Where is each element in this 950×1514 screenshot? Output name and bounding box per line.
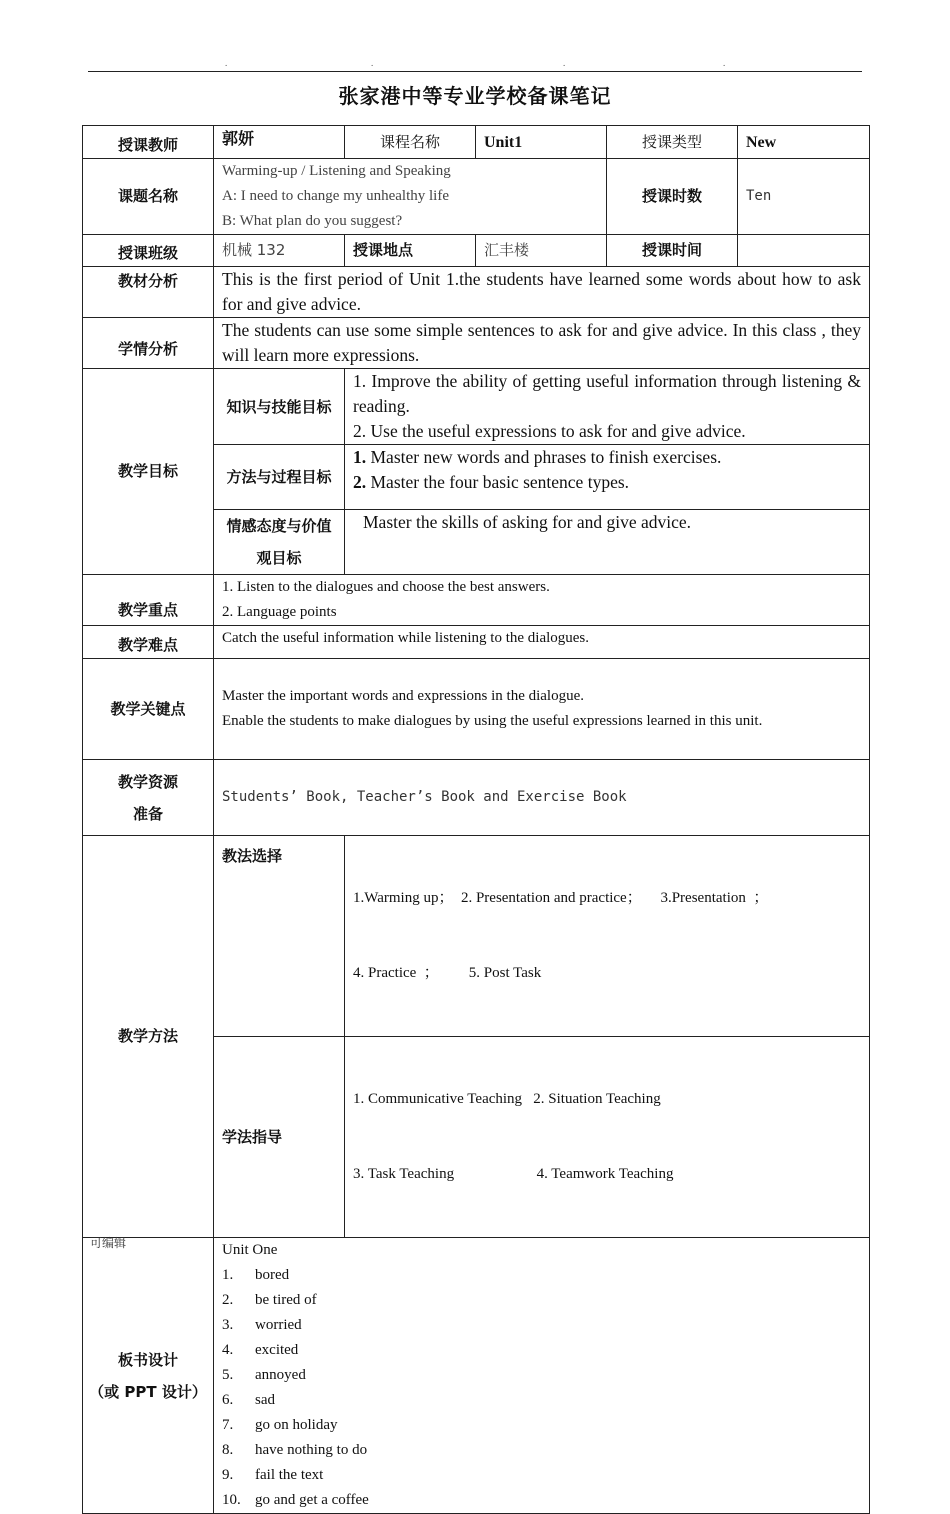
list-item-text: have nothing to do	[255, 1442, 368, 1458]
type-label: 授课类型	[607, 126, 738, 159]
resources-text: Students’ Book, Teacher’s Book and Exercise Book	[214, 760, 870, 836]
key-label: 教学重点	[83, 575, 214, 626]
method-item-num: 1.	[353, 447, 367, 467]
knowledge-text	[345, 369, 870, 445]
row-textbook	[83, 267, 870, 318]
textbook-label: 教材分析	[83, 267, 214, 318]
list-item	[222, 1263, 861, 1288]
emotion-text: Master the skills of asking for and give advice.	[345, 510, 870, 575]
list-item-number: 2.	[222, 1292, 234, 1308]
list-item	[222, 1288, 861, 1313]
row-goal-knowledge	[83, 369, 870, 445]
knowledge-label: 知识与技能目标	[214, 369, 345, 445]
row-topic	[83, 159, 870, 235]
row-board	[83, 1238, 870, 1514]
board-label-line: （或 PPT 设计）	[89, 1382, 207, 1401]
topic-label: 课题名称	[83, 159, 214, 235]
list-item-number: 8.	[222, 1442, 234, 1458]
row-key	[83, 575, 870, 626]
list-item-number: 9.	[222, 1467, 234, 1483]
list-item-text: sad	[255, 1392, 275, 1408]
key-text	[214, 575, 870, 626]
time-label: 授课时间	[607, 235, 738, 267]
course-value: Unit1	[476, 126, 607, 159]
list-item-text: worried	[255, 1317, 302, 1333]
method-item-text: Master the four basic sentence types.	[370, 472, 630, 492]
board-label	[83, 1238, 214, 1514]
topic-line: A: I need to change my unhealthy life	[222, 188, 450, 204]
list-item	[222, 1338, 861, 1363]
study-label: 学法指导	[214, 1037, 345, 1238]
type-value: New	[738, 126, 870, 159]
key-line: 1. Listen to the dialogues and choose the best answers.	[222, 579, 550, 595]
students-label: 学情分析	[83, 318, 214, 369]
list-item-number: 10.	[222, 1492, 241, 1508]
list-item-text: be tired of	[255, 1292, 317, 1308]
key-line: 2. Language points	[222, 604, 337, 620]
textbook-text: This is the first period of Unit 1.the students have learned some words about how to ask for and give advice.	[214, 267, 870, 318]
methods-label: 教学方法	[83, 836, 214, 1238]
row-teacher	[83, 126, 870, 159]
header-rule	[88, 71, 862, 72]
topic-line: Warming-up / Listening and Speaking	[222, 163, 451, 179]
list-item	[222, 1488, 861, 1513]
class-label: 授课班级	[83, 235, 214, 267]
board-list	[222, 1263, 861, 1513]
list-item	[222, 1438, 861, 1463]
resources-label-line: 准备	[132, 804, 163, 823]
knowledge-line: 1. Improve the ability of getting useful information through listening & reading.	[353, 371, 861, 416]
list-item	[222, 1363, 861, 1388]
list-item-number: 5.	[222, 1367, 234, 1383]
list-item	[222, 1388, 861, 1413]
list-item-number: 1.	[222, 1267, 234, 1283]
topic-line: B: What plan do you suggest?	[222, 213, 403, 229]
footer-note: 可编辑	[90, 1236, 127, 1250]
method-text	[345, 445, 870, 510]
method-item-text: Master new words and phrases to finish exercises.	[370, 447, 722, 467]
list-item-number: 4.	[222, 1342, 234, 1358]
page-title: 张家港中等专业学校备课笔记	[338, 84, 612, 108]
emotion-label: 情感态度与价值观目标	[214, 510, 345, 575]
list-item	[222, 1463, 861, 1488]
course-label: 课程名称	[345, 126, 476, 159]
study-line: 3. Task Teaching 4. Teamwork Teaching	[353, 1166, 674, 1182]
crucial-text	[214, 659, 870, 760]
study-text	[345, 1037, 870, 1238]
goals-label: 教学目标	[83, 369, 214, 575]
hours-label: 授课时数	[607, 159, 738, 235]
board-content	[214, 1238, 870, 1514]
time-value	[738, 235, 870, 267]
list-item-number: 7.	[222, 1417, 234, 1433]
lesson-plan-table	[82, 125, 870, 1514]
method-label: 方法与过程目标	[214, 445, 345, 510]
teach-line: 1.Warming up； 2. Presentation and practice； 3.Presentation ；	[353, 890, 769, 906]
header-dot: .	[225, 58, 228, 68]
list-item-text: bored	[255, 1267, 290, 1283]
topic-value	[214, 159, 607, 235]
header-dot: .	[563, 58, 566, 68]
difficult-label: 教学难点	[83, 626, 214, 659]
resources-label	[83, 760, 214, 836]
teacher-label: 授课教师	[83, 126, 214, 159]
place-label: 授课地点	[345, 235, 476, 267]
list-item-text: go and get a coffee	[255, 1492, 369, 1508]
teach-line: 4. Practice ； 5. Post Task	[353, 965, 542, 981]
row-students	[83, 318, 870, 369]
students-text: The students can use some simple sentences to ask for and give advice. In this class , they will learn more expressions.	[214, 318, 870, 369]
method-item-num: 2.	[353, 472, 367, 492]
header-dot: .	[723, 58, 726, 68]
row-difficult	[83, 626, 870, 659]
list-item-text: go on holiday	[255, 1417, 338, 1433]
crucial-line: Enable the students to make dialogues by using the useful expressions learned in this unit.	[222, 713, 763, 729]
class-value: 机械 132	[214, 235, 345, 267]
header-dot: .	[371, 58, 374, 68]
list-item-number: 6.	[222, 1392, 234, 1408]
list-item-text: annoyed	[255, 1367, 306, 1383]
study-line: 1. Communicative Teaching 2. Situation Teaching	[353, 1091, 661, 1107]
crucial-line: Master the important words and expressions in the dialogue.	[222, 688, 585, 704]
list-item	[222, 1313, 861, 1338]
list-item	[222, 1413, 861, 1438]
knowledge-line: 2. Use the useful expressions to ask for and give advice.	[353, 421, 746, 441]
list-item-number: 3.	[222, 1317, 234, 1333]
resources-label-line: 教学资源	[117, 772, 178, 791]
method-item	[353, 445, 861, 470]
board-heading: Unit One	[222, 1242, 278, 1258]
board-label-line: 板书设计	[117, 1350, 178, 1369]
row-resources	[83, 760, 870, 836]
row-class	[83, 235, 870, 267]
row-methods-teach	[83, 836, 870, 1037]
place-value: 汇丰楼	[476, 235, 607, 267]
list-item-text: excited	[255, 1342, 299, 1358]
row-crucial	[83, 659, 870, 760]
teach-label: 教法选择	[214, 836, 345, 1037]
method-item	[353, 470, 861, 495]
teach-text	[345, 836, 870, 1037]
crucial-label: 教学关键点	[83, 659, 214, 760]
difficult-text: Catch the useful information while listening to the dialogues.	[214, 626, 870, 659]
teacher-value: 郭妍	[214, 126, 345, 159]
list-item-text: fail the text	[255, 1467, 324, 1483]
hours-value: Ten	[738, 159, 870, 235]
